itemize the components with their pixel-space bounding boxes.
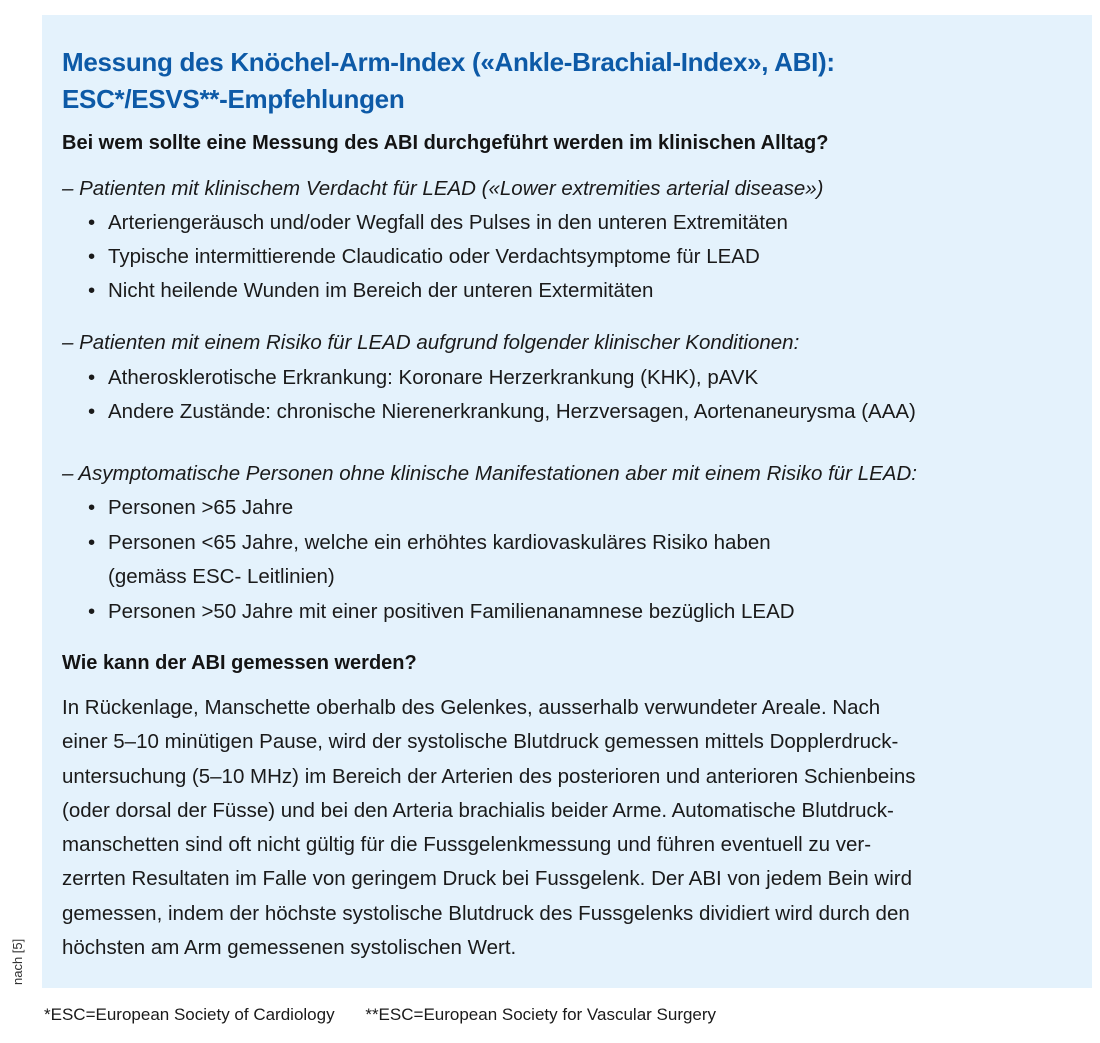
list-item: [88, 278, 653, 304]
list-item: [88, 244, 760, 270]
bullet-icon: •: [88, 279, 96, 302]
bullet-icon: •: [88, 400, 96, 423]
bullet-icon: •: [88, 366, 96, 389]
paragraph-line: zerrten Resultaten im Falle von geringem Druck bei Fussgelenk. Der ABI von jedem Bein wird: [62, 867, 912, 891]
box-title: [62, 44, 1082, 118]
footnote-esvs: **ESC=European Society for Vascular Surgery: [365, 1005, 717, 1024]
bullet-icon: •: [88, 245, 96, 268]
list-item-text: Typische intermittierende Claudicatio oder Verdachtsymptome für LEAD: [108, 245, 760, 268]
paragraph-line: untersuchung (5–10 MHz) im Bereich der Arterien des posterioren und anterioren Schienbeins: [62, 764, 916, 788]
list-item-text: Nicht heilende Wunden im Bereich der unteren Extermitäten: [108, 279, 654, 302]
list-item-text: Personen >50 Jahre mit einer positiven Familienanamnese bezüglich LEAD: [108, 600, 795, 623]
group-label: – Patienten mit klinischem Verdacht für LEAD («Lower extremities arterial disease»): [62, 177, 824, 200]
bullet-icon: •: [88, 531, 96, 554]
list-item-continuation: (gemäss ESC- Leitlinien): [108, 565, 335, 588]
paragraph-line: In Rückenlage, Manschette oberhalb des Gelenkes, ausserhalb verwundeter Areale. Nach: [62, 696, 881, 719]
source-note: nach [5]: [10, 938, 25, 985]
method-paragraph: [62, 691, 1082, 965]
list-item: [88, 365, 758, 391]
list-item: [88, 495, 293, 521]
list-item: [88, 399, 916, 425]
group-label: – Patienten mit einem Risiko für LEAD aufgrund folgender klinischer Konditionen:: [62, 331, 800, 354]
list-item-text: Arteriengeräusch und/oder Wegfall des Pulses in den unteren Extremitäten: [108, 211, 788, 234]
bullet-icon: •: [88, 600, 96, 623]
list-item-text: Atherosklerotische Erkrankung: Koronare Herzerkrankung (KHK), pAVK: [108, 366, 759, 389]
section-heading-how: Wie kann der ABI gemessen werden?: [62, 652, 417, 674]
paragraph-line: manschetten sind oft nicht gültig für die Fussgelenkmessung und führen eventuell zu ver-: [62, 833, 872, 857]
paragraph-line: (oder dorsal der Füsse) und bei den Arteria brachialis beider Arme. Automatische Blutdruck-: [62, 798, 894, 822]
section-heading-who: Bei wem sollte eine Messung des ABI durchgeführt werden im klinischen Alltag?: [62, 132, 829, 154]
list-item-text: Personen <65 Jahre, welche ein erhöhtes kardiovaskuläres Risiko haben: [108, 531, 771, 554]
footnotes: [44, 1005, 742, 1025]
paragraph-line: einer 5–10 minütigen Pause, wird der systolische Blutdruck gemessen mittels Dopplerdruck-: [62, 730, 899, 754]
bullet-icon: •: [88, 211, 96, 234]
list-item-text: Personen >65 Jahre: [108, 496, 294, 519]
list-item: [88, 210, 788, 236]
list-item-text: Andere Zustände: chronische Nierenerkrankung, Herzversagen, Aortenaneurysma (AAA): [108, 400, 916, 423]
bullet-icon: •: [88, 496, 96, 519]
title-line-2: ESC*/ESVS**-Empfehlungen: [62, 84, 405, 114]
paragraph-line: gemessen, indem der höchste systolische Blutdruck des Fussgelenks dividiert wird durch den: [62, 901, 910, 925]
list-item: [88, 530, 771, 556]
paragraph-line: höchsten am Arm gemessenen systolischen Wert.: [62, 936, 517, 960]
group-label: – Asymptomatische Personen ohne klinische Manifestationen aber mit einem Risiko für LEAD:: [62, 462, 917, 485]
title-line-1: Messung des Knöchel-Arm-Index («Ankle-Brachial-Index», ABI):: [62, 47, 835, 77]
footnote-esc: *ESC=European Society of Cardiology: [44, 1005, 335, 1024]
list-item: [88, 599, 795, 625]
info-box: [42, 15, 1092, 988]
